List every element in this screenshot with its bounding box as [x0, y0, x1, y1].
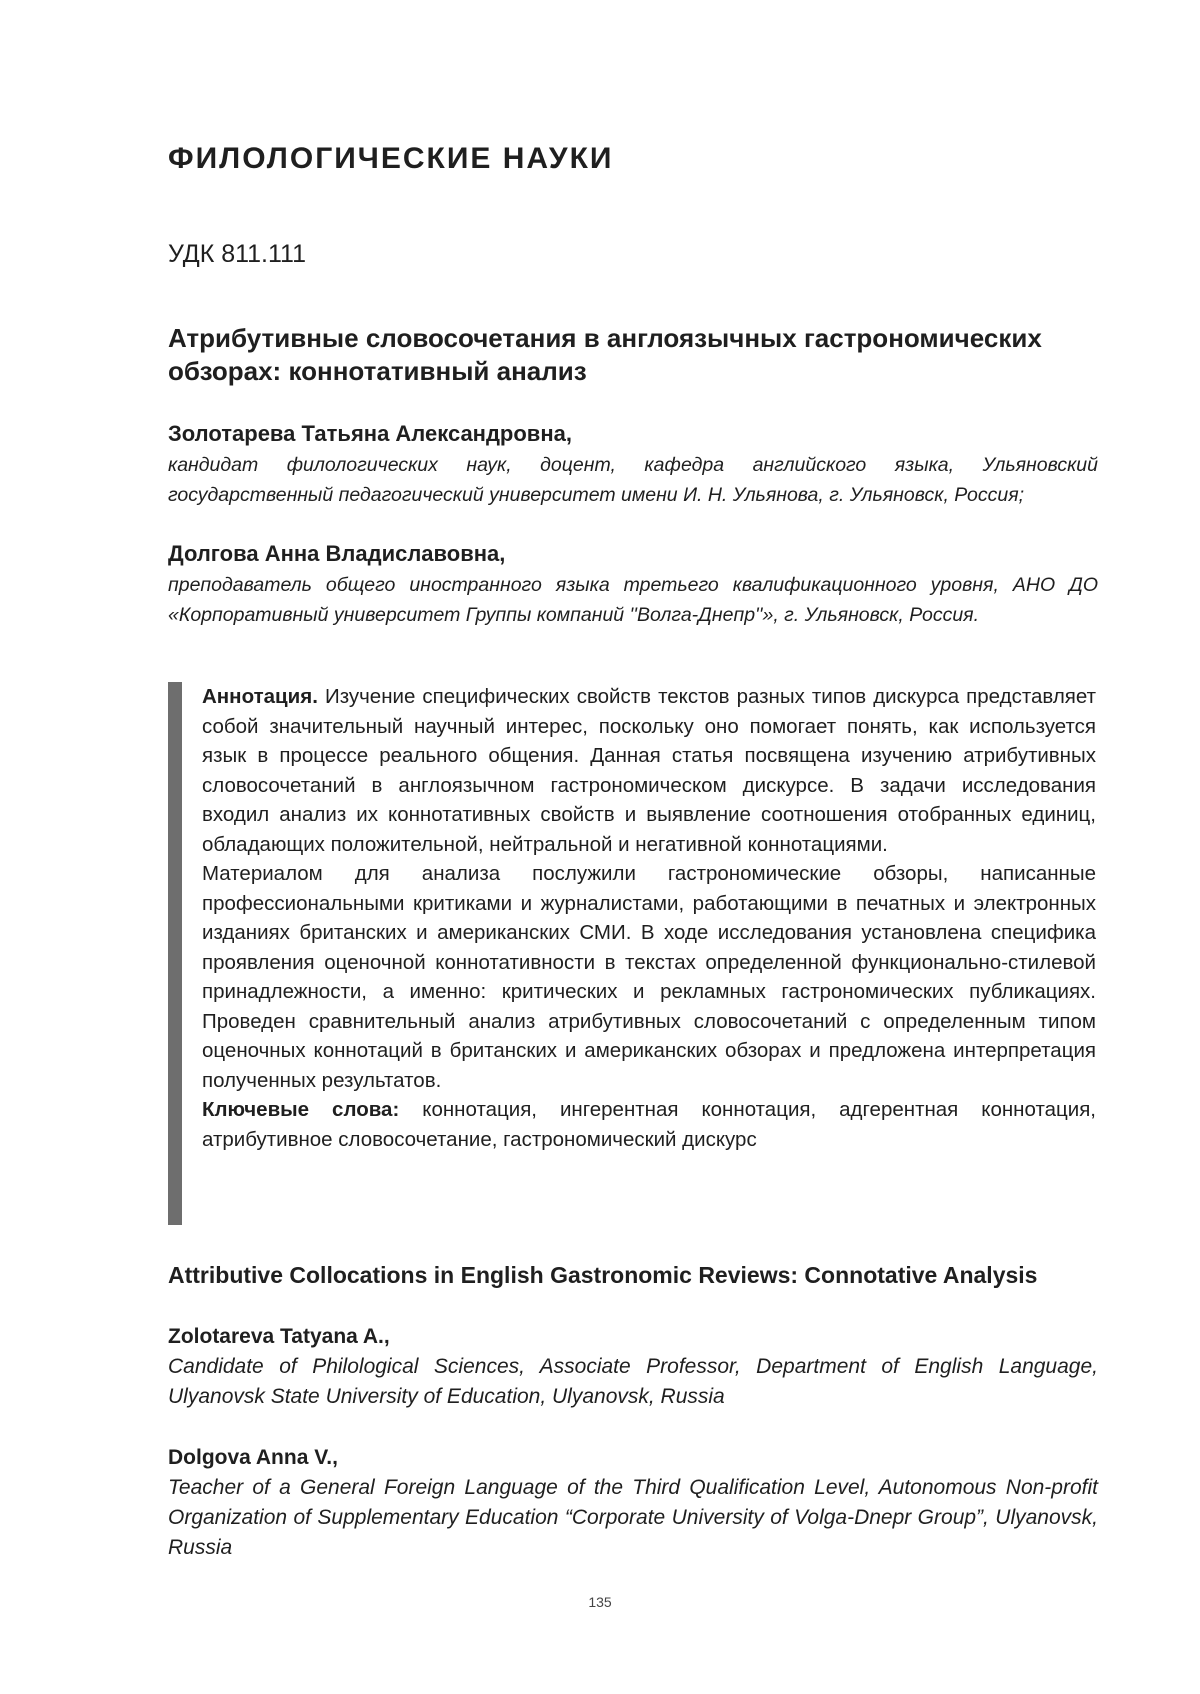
- author-name: Zolotareva Tatyana A.,: [168, 1325, 390, 1348]
- author-en-1: [168, 1322, 1098, 1412]
- keywords-text: коннотация, ингерентная коннотация, адгерентная коннотация, атрибутивное словосочетание, гастрономический дискурс: [202, 1098, 1096, 1151]
- article-title-ru: Атрибутивные словосочетания в англоязычных гастрономических обзорах: коннотативный анализ: [168, 323, 1042, 386]
- abstract-paragraph-2: Материалом для анализа послужили гастрономические обзоры, написанные профессиональными критиками и журналистами, работающими в печатных и электронных изданиях британских и американских СМИ. В ходе исследования установлена специфика проявления оценочной коннотативности в текстах определенной функционально-стилевой принадлежности, а именно: критических и рекламных гастрономических публикациях. Проведен сравнительный анализ атрибутивных словосочетаний с определенным типом оценочных коннотаций в британских и американских обзорах и предложена интерпретация полученных результатов.: [202, 862, 1096, 1092]
- keywords-label: Ключевые слова:: [202, 1098, 400, 1121]
- section-title: ФИЛОЛОГИЧЕСКИЕ НАУКИ: [168, 142, 614, 175]
- author-ru-1: [168, 418, 1098, 510]
- author-name: Dolgova Anna V.,: [168, 1446, 338, 1469]
- author-en-2: [168, 1443, 1098, 1563]
- author-name: Долгова Анна Владиславовна,: [168, 541, 506, 566]
- abstract-paragraph-1: [202, 682, 1096, 859]
- author-ru-2: [168, 538, 1098, 630]
- abstract-label: Аннотация.: [202, 685, 318, 708]
- article-title-en: Attributive Collocations in English Gastronomic Reviews: Connotative Analysis: [168, 1262, 1038, 1288]
- abstract-text-1: Изучение специфических свойств текстов разных типов дискурса представляет собой значительный научный интерес, поскольку оно помогает понять, как используется язык в процессе реального общения. Данная статья посвящена изучению атрибутивных словосочетаний в англоязычном гастрономическом дискурсе. В задачи исследования входил анализ их коннотативных свойств и выявление соотношения отобранных единиц, обладающих положительной, нейтральной и негативной коннотациями.: [202, 685, 1096, 856]
- abstract-body: [202, 682, 1096, 1225]
- author-affiliation: Candidate of Philological Sciences, Associate Professor, Department of English Language, Ulyanovsk State University of Education, Ulyanovsk, Russia: [168, 1355, 1098, 1408]
- author-name: Золотарева Татьяна Александровна,: [168, 421, 572, 446]
- page-number: 135: [588, 1594, 612, 1610]
- author-affiliation: Teacher of a General Foreign Language of the Third Qualification Level, Autonomous Non-profit Organization of Supplementary Education “Corporate University of Volga-Dnepr Group”, Ulyanovsk, Russia: [168, 1476, 1098, 1559]
- abstract-block: [168, 682, 1096, 1225]
- udk-code: УДК 811.111: [168, 240, 307, 268]
- abstract-side-bar: [168, 682, 182, 1225]
- author-affiliation: преподаватель общего иностранного языка третьего квалификационного уровня, АНО ДО «Корпоративный университет Группы компаний ''Волга-Днепр''», г. Ульяновск, Россия.: [168, 574, 1098, 626]
- author-affiliation: кандидат филологических наук, доцент, кафедра английского языка, Ульяновский государственный педагогический университет имени И. Н. Ульянова, г. Ульяновск, Россия;: [168, 454, 1098, 506]
- keywords-paragraph: [202, 1095, 1096, 1154]
